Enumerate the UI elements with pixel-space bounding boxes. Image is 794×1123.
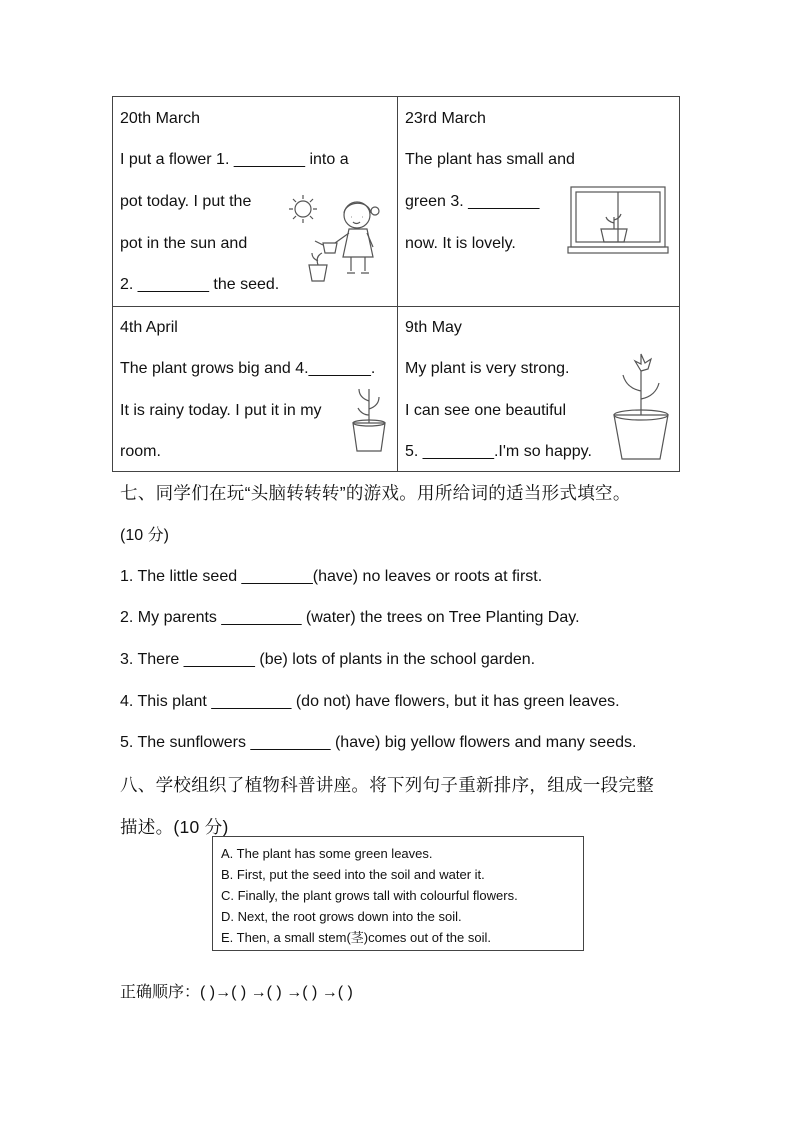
question-4: 4. This plant _________ (do not) have flowers, but it has green leaves. xyxy=(120,693,620,710)
flowering-plant-illustration xyxy=(606,351,676,461)
question-5: 5. The sunflowers _________ (have) big yellow flowers and many seeds. xyxy=(120,734,637,751)
potted-plant-illustration xyxy=(349,383,389,455)
diary-cell-4 xyxy=(398,307,681,473)
diary-table xyxy=(112,96,680,472)
section-8-title: 八、学校组织了植物科普讲座。将下列句子重新排序，组成一段完整 xyxy=(120,775,654,795)
diary-cell-1 xyxy=(113,97,397,306)
cell-line: It is rainy today. I put it in my xyxy=(120,402,322,419)
sentence-b: B. First, put the seed into the soil and water it. xyxy=(221,867,485,882)
cell-line: room. xyxy=(120,443,161,460)
sentence-a: A. The plant has some green leaves. xyxy=(221,846,433,861)
cell-line: I can see one beautiful xyxy=(405,402,567,419)
sentence-d: D. Next, the root grows down into the soil. xyxy=(221,909,462,924)
sentence-e: E. Then, a small stem(茎)comes out of the soil. xyxy=(221,930,491,945)
section-7-title: 七、同学们在玩“头脑转转转”的游戏。用所给词的适当形式填空。 xyxy=(120,483,631,503)
sentence-c: C. Finally, the plant grows tall with colourful flowers. xyxy=(221,888,518,903)
cell-line: My plant is very strong. xyxy=(405,360,570,377)
diary-cell-3 xyxy=(113,307,397,473)
cell-line: pot in the sun and xyxy=(120,235,248,252)
cell-line: now. It is lovely. xyxy=(405,235,516,252)
cell-date: 4th April xyxy=(120,319,178,336)
cell-line: The plant has small and xyxy=(405,151,575,168)
cell-line: I put a flower 1. ________ into a xyxy=(120,151,349,168)
sentence-box xyxy=(212,836,584,951)
window-plant-illustration xyxy=(567,185,669,257)
cell-date: 9th May xyxy=(405,319,462,336)
answer-order-line[interactable]: 正确顺序：( )→( ) →( ) →( ) →( ) xyxy=(120,984,353,1001)
question-2: 2. My parents _________ (water) the trees on Tree Planting Day. xyxy=(120,609,580,626)
diary-cell-2 xyxy=(398,97,681,306)
cell-line: pot today. I put the xyxy=(120,193,252,210)
question-3: 3. There ________ (be) lots of plants in the school garden. xyxy=(120,651,536,668)
cell-date: 23rd March xyxy=(405,110,486,127)
cell-line: green 3. ________ xyxy=(405,193,540,210)
section-7-score: (10 分) xyxy=(120,527,169,544)
question-1: 1. The little seed ________(have) no leaves or roots at first. xyxy=(120,568,543,585)
cell-date: 20th March xyxy=(120,110,201,127)
cell-line: The plant grows big and 4._______. xyxy=(120,360,376,377)
section-8-title-cont: 描述。(10 分) xyxy=(120,817,229,837)
cell-line: 2. ________ the seed. xyxy=(120,276,280,293)
cell-line: 5. ________.I'm so happy. xyxy=(405,443,592,460)
girl-watering-plant-illustration xyxy=(287,189,387,289)
